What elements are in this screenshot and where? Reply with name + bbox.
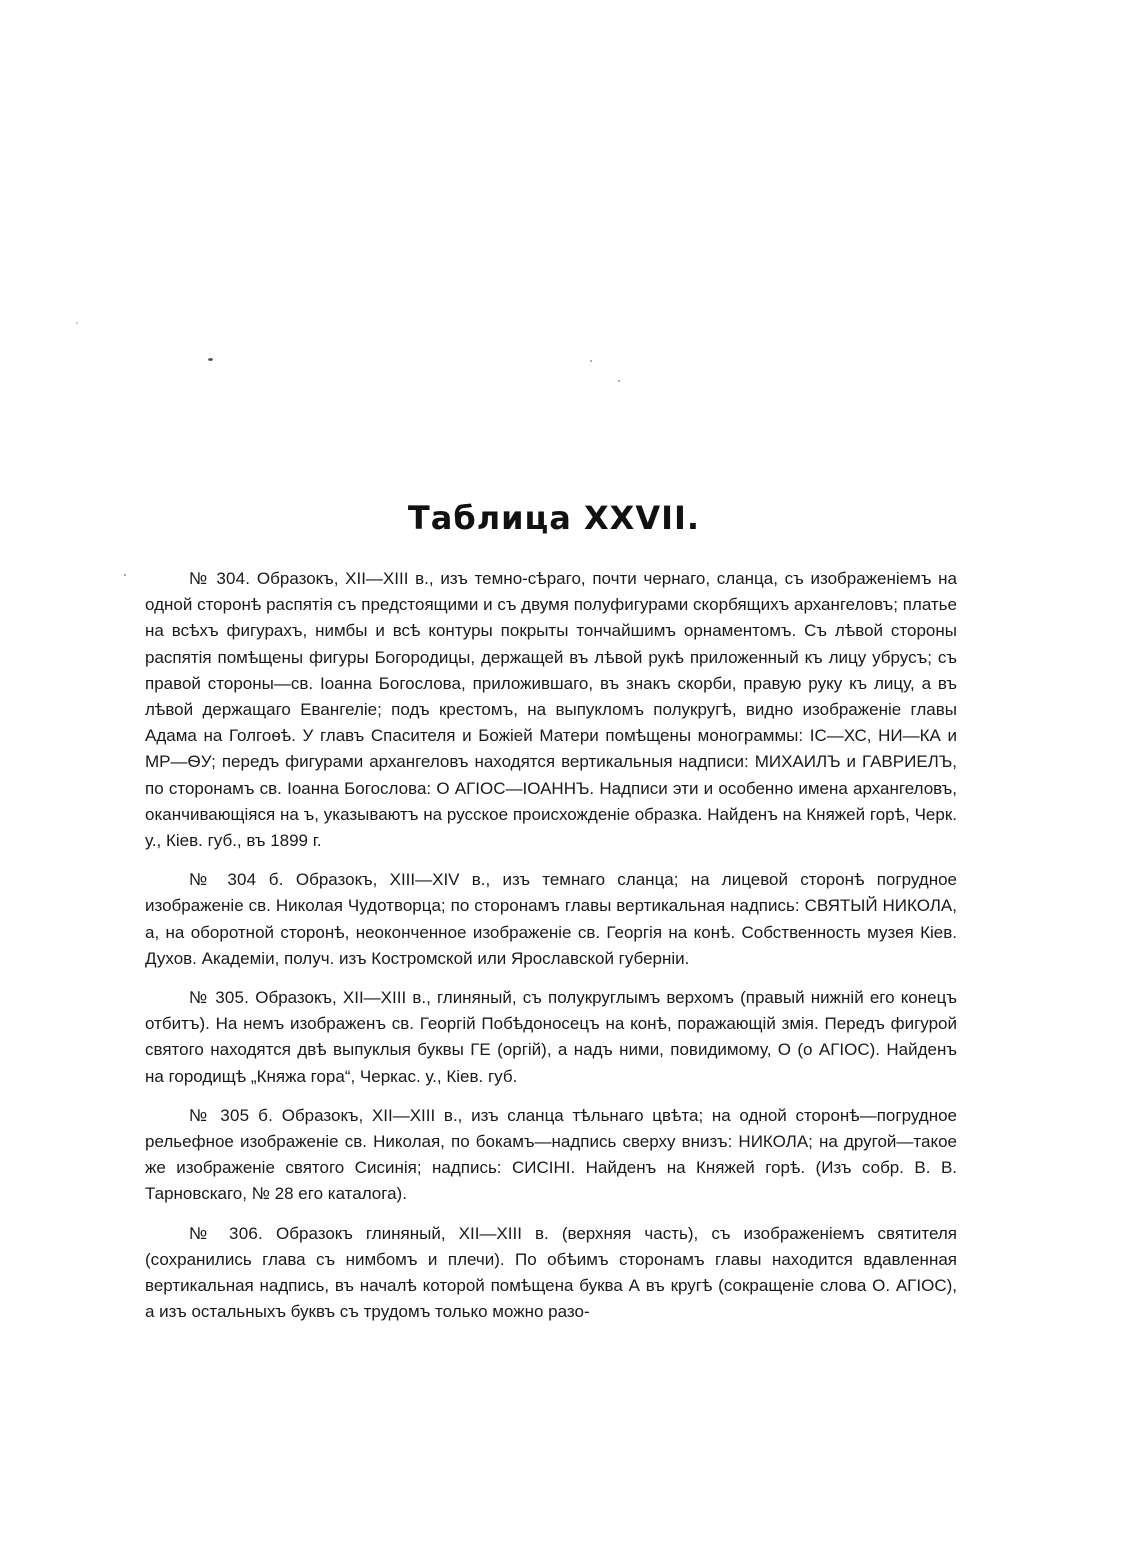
- scan-speck: [124, 574, 126, 576]
- entry-text: Образокъ, XII—XIII в., изъ темно-сѣраго, почти чернаго, сланца, съ изображеніемъ на одной сторонѣ распятія съ предстоящими и съ двумя полуфигурами скорбящихъ архангеловъ; платье на всѣхъ фигурахъ, нимбы и всѣ контуры покрыты тончайшимъ орнаментомъ. Съ лѣвой стороны распятія помѣщены фигуры Богородицы, держащей въ лѣвой рукѣ приложенный къ лицу убрусъ; съ правой стороны—св. Іоанна Богослова, приложившаго, въ знакъ скорби, правую руку къ лицу, а въ лѣвой держащаго Евангеліе; подъ крестомъ, на выпукломъ полукругѣ, видно изображеніе главы Адама на Голгоѳѣ. У главъ Спасителя и Божiей Матери помѣщены монограммы: ІС—ХС, НИ—КА и МР—ѲУ; передъ фигурами архангеловъ находятся вертикальныя надписи: МИХАИЛЪ и ГАВРИЕЛЪ, по сторонамъ св. Іоанна Богослова: О АГІОС—ІОАННЪ. Надписи эти и особенно имена архангеловъ, оканчивающіяся на ъ, указываютъ на русское происхожденіе образка. Найденъ на Княжей горѣ, Черк. у., Кіев. губ., въ 1899 г.: [145, 569, 957, 851]
- entry-text: Образокъ, XIII—XIV в., изъ темнаго сланца; на лицевой сторонѣ погрудное изображеніе св. Николая Чудотворца; по сторонамъ главы вертикальная надпись: СВЯТЫЙ НИКОЛА, а, на оборотной сторонѣ, неоконченное изображеніе св. Георгія на конѣ. Собственность музея Кіев. Духов. Академіи, получ. изъ Костромской или Ярославской губерніи.: [145, 870, 957, 968]
- entry-number: № 304 б.: [189, 870, 284, 890]
- scan-speck: [76, 322, 78, 324]
- scan-speck: [590, 360, 592, 362]
- catalog-entry-304: [145, 566, 957, 854]
- scan-speck: [208, 358, 213, 361]
- entry-number: № 304.: [189, 569, 251, 588]
- scan-speck: [618, 380, 620, 382]
- catalog-entry-306: [145, 1221, 957, 1326]
- entry-number: № 306.: [189, 1223, 263, 1243]
- entry-number: № 305.: [189, 988, 250, 1008]
- catalog-entry-305b: [145, 1103, 957, 1208]
- entry-text: Образокъ, XII—XIII в., глиняный, съ полукруглымъ верхомъ (правый нижній его конецъ отбитъ). На немъ изображенъ св. Георгій Побѣдоносецъ на конѣ, поражающій змія. Передъ фигурой святого находятся двѣ выпуклыя буквы ГЕ (оргій), а надъ ними, повидимому, О (о АГІОС). Найденъ на городищѣ „Княжа гора“, Черкас. у., Кіев. губ.: [145, 988, 957, 1086]
- entry-text: Образокъ, XII—XIII в., изъ сланца тѣльнаго цвѣта; на одной сторонѣ—погрудное рельефное изображеніе св. Николая, по бокамъ—надпись сверху внизъ: НИКОЛА; на другой—такое же изображеніе святого Сисинія; надпись: СИСІНІ. Найденъ на Княжей горѣ. (Изъ собр. В. В. Тарновскаго, № 28 его каталога).: [145, 1105, 957, 1204]
- page-title: Таблица XXVII.: [407, 499, 701, 538]
- catalog-entry-304b: [145, 867, 957, 972]
- catalog-entry-305: [145, 985, 957, 1090]
- entry-number: № 305 б.: [189, 1105, 274, 1125]
- entry-text: Образокъ глиняный, XII—XIII в. (верхняя часть), съ изображеніемъ святителя (сохранились глава съ нимбомъ и плечи). По обѣимъ сторонамъ главы находится вдавленная вертикальная надпись, въ началѣ которой помѣщена буква А въ кругѣ (сокращеніе слова О. АГІОС), а изъ остальныхъ буквъ съ трудомъ только можно разо-: [145, 1223, 957, 1322]
- catalog-entries: [145, 566, 957, 1338]
